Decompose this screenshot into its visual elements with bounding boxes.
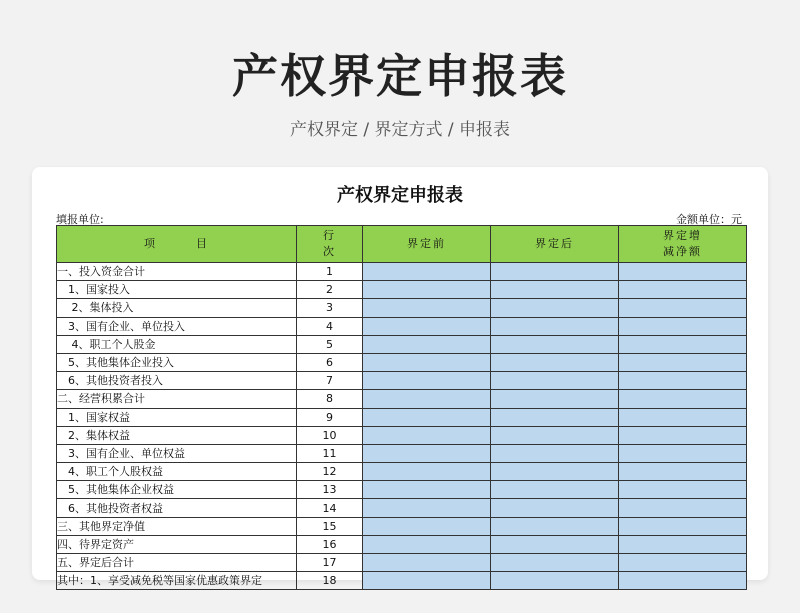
col-header-delta [619,226,747,263]
delta-cell[interactable] [619,263,747,281]
delta-cell[interactable] [619,535,747,553]
row-number: 6 [297,353,363,371]
table-row [57,499,747,517]
row-item-label: 5、其他集体企业权益 [57,481,297,499]
table-row [57,390,747,408]
delta-cell[interactable] [619,554,747,572]
delta-cell[interactable] [619,317,747,335]
after-cell[interactable] [491,353,619,371]
row-number: 13 [297,481,363,499]
after-cell[interactable] [491,535,619,553]
delta-cell[interactable] [619,499,747,517]
after-cell[interactable] [491,408,619,426]
delta-cell[interactable] [619,281,747,299]
row-number: 17 [297,554,363,572]
report-card [32,167,768,588]
row-number: 10 [297,426,363,444]
before-cell[interactable] [363,426,491,444]
row-number: 9 [297,408,363,426]
col-header-item: 项 目 [57,226,297,263]
after-cell[interactable] [491,499,619,517]
after-cell[interactable] [491,517,619,535]
after-cell[interactable] [491,263,619,281]
delta-cell[interactable] [619,335,747,353]
row-number: 15 [297,517,363,535]
before-cell[interactable] [363,390,491,408]
row-number: 7 [297,372,363,390]
row-item-label: 1、国家权益 [57,408,297,426]
before-cell[interactable] [363,317,491,335]
table-row [57,281,747,299]
row-number: 11 [297,444,363,462]
delta-cell[interactable] [619,444,747,462]
row-item-label: 5、其他集体企业投入 [57,353,297,371]
filler-label: 填报单位: [56,213,104,226]
table-row [57,353,747,371]
table-row [57,426,747,444]
delta-cell[interactable] [619,372,747,390]
delta-cell[interactable] [619,408,747,426]
row-number: 4 [297,317,363,335]
table-row [57,463,747,481]
col-header-row-line1: 行 [323,229,336,242]
row-number: 18 [297,572,363,590]
delta-cell[interactable] [619,390,747,408]
row-number: 16 [297,535,363,553]
row-item-label: 2、集体投入 [57,299,297,317]
after-cell[interactable] [491,317,619,335]
table-row [57,572,747,590]
before-cell[interactable] [363,481,491,499]
delta-cell[interactable] [619,572,747,590]
before-cell[interactable] [363,372,491,390]
unit-label: 金额单位：元 [676,213,742,226]
table-header-row [57,226,747,263]
after-cell[interactable] [491,463,619,481]
after-cell[interactable] [491,426,619,444]
row-item-label: 五、界定后合计 [57,554,297,572]
row-item-label: 三、其他界定净值 [57,517,297,535]
after-cell[interactable] [491,281,619,299]
table-row [57,335,747,353]
table-row [57,444,747,462]
row-item-label: 一、投入资金合计 [57,263,297,281]
col-header-after: 界定后 [491,226,619,263]
table-row [57,263,747,281]
row-item-label: 其中：1、享受减免税等国家优惠政策界定 [57,572,297,590]
row-item-label: 2、集体权益 [57,426,297,444]
table-body [57,263,747,590]
after-cell[interactable] [491,335,619,353]
after-cell[interactable] [491,372,619,390]
before-cell[interactable] [363,535,491,553]
table-row [57,535,747,553]
delta-cell[interactable] [619,463,747,481]
row-number: 12 [297,463,363,481]
before-cell[interactable] [363,572,491,590]
row-item-label: 4、职工个人股金 [57,335,297,353]
sheet-title: 产权界定申报表 [337,185,463,206]
delta-cell[interactable] [619,299,747,317]
table-row [57,372,747,390]
before-cell[interactable] [363,335,491,353]
row-item-label: 6、其他投资者投入 [57,372,297,390]
after-cell[interactable] [491,554,619,572]
table-row [57,408,747,426]
before-cell[interactable] [363,408,491,426]
table-row [57,554,747,572]
before-cell[interactable] [363,444,491,462]
breadcrumb: 产权界定 / 界定方式 / 申报表 [289,120,511,140]
delta-cell[interactable] [619,353,747,371]
row-item-label: 二、经营积累合计 [57,390,297,408]
before-cell[interactable] [363,299,491,317]
row-number: 5 [297,335,363,353]
row-number: 3 [297,299,363,317]
delta-cell[interactable] [619,517,747,535]
report-table [56,225,747,590]
before-cell[interactable] [363,499,491,517]
before-cell[interactable] [363,353,491,371]
row-item-label: 四、待界定资产 [57,535,297,553]
table-row [57,299,747,317]
after-cell[interactable] [491,299,619,317]
row-item-label: 3、国有企业、单位投入 [57,317,297,335]
delta-cell[interactable] [619,426,747,444]
col-header-delta-line2: 减净额 [663,245,702,258]
col-header-row-number [297,226,363,263]
after-cell[interactable] [491,481,619,499]
row-item-label: 6、其他投资者权益 [57,499,297,517]
table-row [57,517,747,535]
before-cell[interactable] [363,263,491,281]
row-number: 14 [297,499,363,517]
delta-cell[interactable] [619,481,747,499]
row-number: 2 [297,281,363,299]
after-cell[interactable] [491,572,619,590]
table-row [57,481,747,499]
before-cell[interactable] [363,517,491,535]
col-header-before: 界定前 [363,226,491,263]
after-cell[interactable] [491,444,619,462]
before-cell[interactable] [363,281,491,299]
before-cell[interactable] [363,463,491,481]
row-number: 8 [297,390,363,408]
before-cell[interactable] [363,554,491,572]
row-item-label: 4、职工个人股权益 [57,463,297,481]
col-header-row-line2: 次 [323,245,336,258]
row-number: 1 [297,263,363,281]
col-header-delta-line1: 界定增 [663,229,702,242]
page-title: 产权界定申报表 [232,49,568,103]
after-cell[interactable] [491,390,619,408]
row-item-label: 3、国有企业、单位权益 [57,444,297,462]
table-row [57,317,747,335]
row-item-label: 1、国家投入 [57,281,297,299]
